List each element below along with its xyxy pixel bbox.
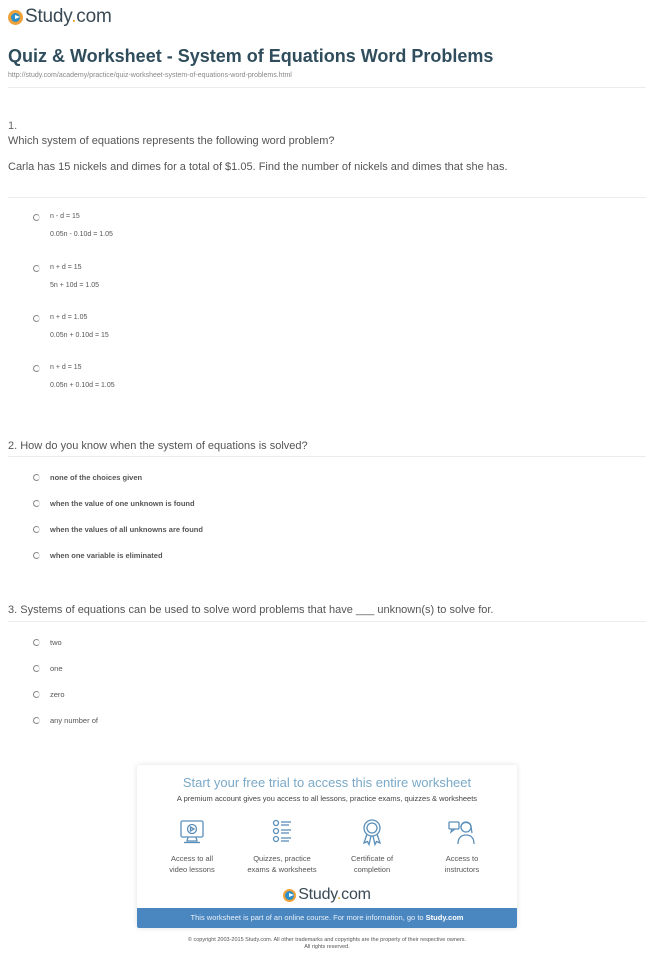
question-2-prompt: 2. How do you know when the system of equations is solved? [8,440,308,452]
logo-text: Study.com [25,6,112,27]
radio-button[interactable] [33,691,40,698]
feature-label: Access to all [170,854,214,863]
option-line: 5n + 10d = 1.05 [50,282,100,289]
q2-option-c[interactable] [33,525,203,534]
feature-label: Certificate of [350,854,394,863]
option-line: n + d = 15 [50,264,82,271]
feature-label: video lessons [169,865,215,875]
option-line: n + d = 1.05 [50,314,88,321]
radio-button[interactable] [33,265,40,272]
copyright-notice [0,937,654,952]
page-title: Quiz & Worksheet - System of Equations Word Problems [8,46,494,66]
radio-button[interactable] [33,315,40,322]
q3-option-d[interactable] [33,716,98,725]
option-line: 0.05n + 0.10d = 1.05 [50,382,115,389]
radio-button[interactable] [33,474,40,481]
option-label: none of the choices given [50,473,143,482]
radio-button[interactable] [33,214,40,221]
question-3-prompt: 3. Systems of equations can be used to solve word problems that have ___ unknown(s) to solve for. [8,604,494,616]
q2-option-d[interactable] [33,551,163,560]
divider [8,197,646,198]
feature-label: Quizzes, practice [253,854,311,863]
play-logo-icon [8,10,23,25]
banner-text: This worksheet is part of an online course. For more information, go to [190,913,426,922]
feature-video-lessons [150,817,235,876]
course-info-banner [137,908,517,928]
promo-headline[interactable]: Start your free trial to access this entire worksheet [182,775,472,790]
divider [8,87,646,88]
feature-label: instructors [444,865,480,875]
radio-button[interactable] [33,365,40,372]
radio-button[interactable] [33,665,40,672]
question-1-problem: Carla has 15 nickels and dimes for a total of $1.05. Find the number of nickels and dimes that she has. [8,161,508,173]
q3-option-a[interactable] [33,638,62,647]
q1-option-a[interactable] [33,213,113,238]
video-lesson-icon [177,817,207,847]
option-label: when one variable is eliminated [50,551,163,560]
option-label: any number of [50,716,98,725]
option-label: when the value of one unknown is found [50,499,195,508]
quiz-list-icon [267,817,297,847]
feature-list [137,817,517,876]
question-1-prompt: Which system of equations represents the following word problem? [8,135,335,147]
copyright-line: © copyright 2003-2015 Study.com. All other trademarks and copyrights are the property of their respective owners. [187,937,467,943]
feature-quizzes [240,817,325,876]
option-label: two [50,638,62,647]
q3-option-b[interactable] [33,664,63,673]
option-label: zero [50,690,65,699]
q1-option-b[interactable] [33,264,99,289]
promo-study-logo[interactable] [137,886,517,904]
q1-option-c[interactable] [33,314,109,339]
radio-button[interactable] [33,500,40,507]
promo-subline: A premium account gives you access to all lessons, practice exams, quizzes & worksheets [176,794,478,803]
feature-certificate [330,817,415,876]
feature-label: completion [353,865,391,875]
radio-button[interactable] [33,639,40,646]
q3-option-c[interactable] [33,690,65,699]
play-logo-icon [283,889,296,902]
option-line: 0.05n + 0.10d = 15 [50,332,109,339]
q1-option-d[interactable] [33,364,115,389]
divider [8,456,646,457]
radio-button[interactable] [33,717,40,724]
copyright-line: All rights reserved. [304,944,350,951]
option-label: when the values of all unknowns are found [50,525,203,534]
option-label: one [50,664,63,673]
divider [8,621,646,622]
certificate-icon [357,817,387,847]
q2-option-a[interactable] [33,473,142,482]
option-line: n + d = 15 [50,364,82,371]
option-line: 0.05n - 0.10d = 1.05 [50,231,113,238]
premium-promo-card [137,765,517,928]
option-line: n - d = 15 [50,213,80,220]
feature-instructors [420,817,505,876]
feature-label: exams & worksheets [247,865,317,875]
radio-button[interactable] [33,552,40,559]
q2-option-b[interactable] [33,499,195,508]
instructor-icon [447,817,477,847]
study-logo[interactable] [8,6,112,28]
question-1-number: 1. [8,120,18,132]
feature-label: Access to [445,854,479,863]
page-url: http://study.com/academy/practice/quiz-worksheet-system-of-equations-word-problems.html [8,72,292,79]
study-link[interactable]: Study.com [425,913,464,922]
radio-button[interactable] [33,526,40,533]
logo-text: Study.com [298,886,371,903]
